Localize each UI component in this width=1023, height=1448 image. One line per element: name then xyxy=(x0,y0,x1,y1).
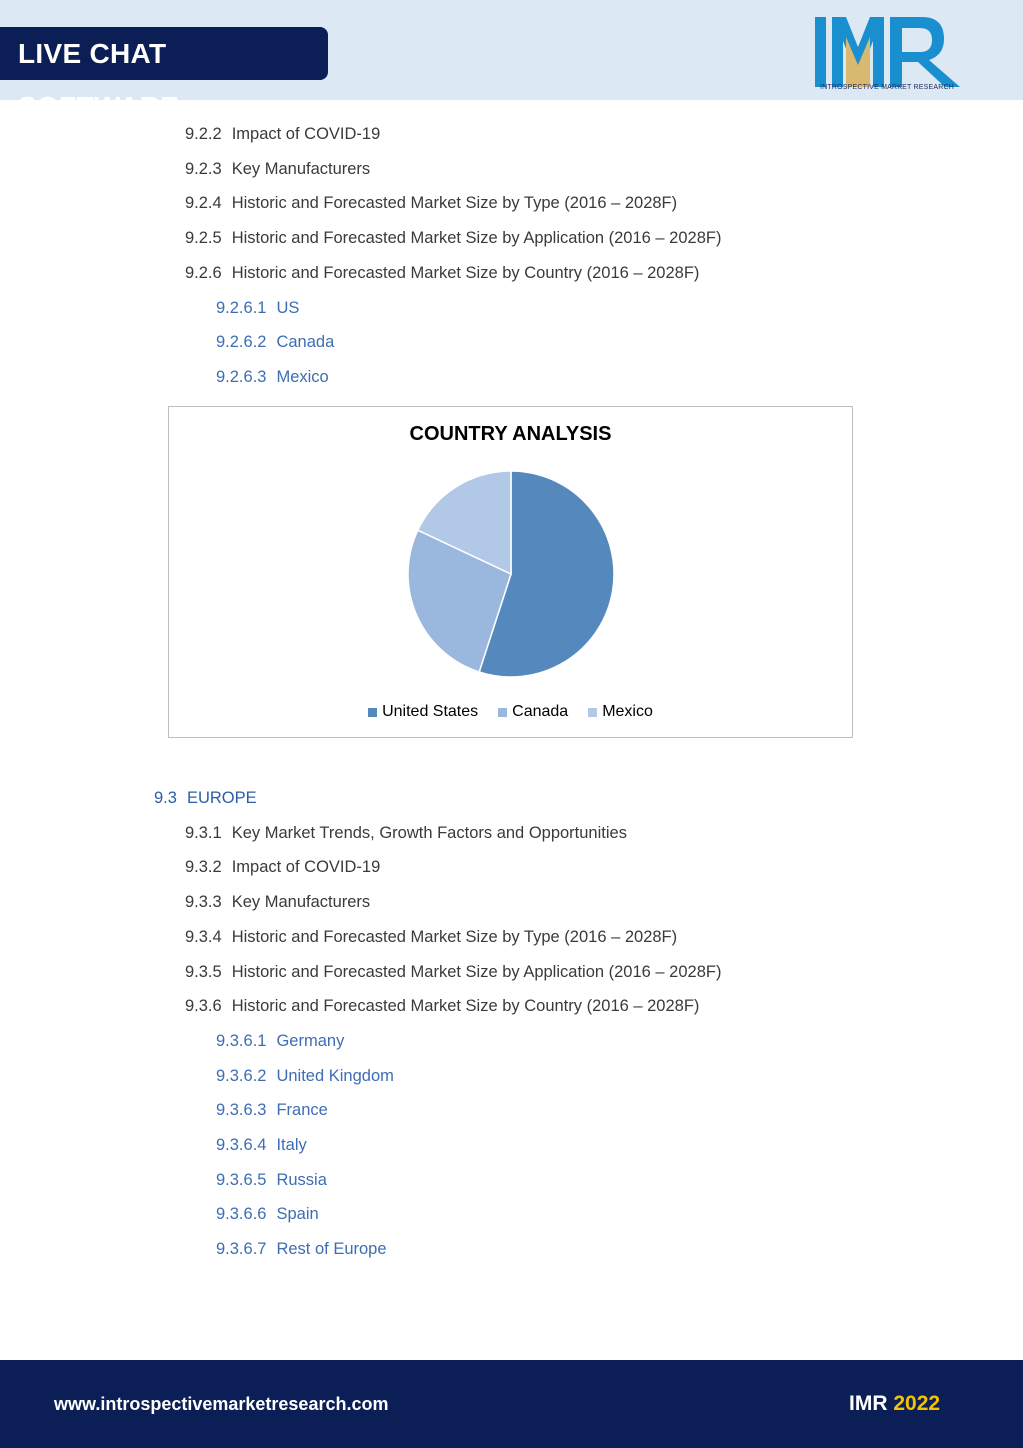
toc-item-label: Historic and Forecasted Market Size by Type (2016 – 2028F) xyxy=(231,927,678,946)
toc-item xyxy=(185,824,627,843)
page-header xyxy=(0,0,1023,122)
toc-item[interactable] xyxy=(216,1032,344,1051)
toc-item[interactable] xyxy=(216,1136,307,1155)
toc-item-label: US xyxy=(276,298,300,317)
report-title: LIVE CHAT SOFTWARE xyxy=(0,27,328,80)
toc-item-label: Historic and Forecasted Market Size by Application (2016 – 2028F) xyxy=(231,229,722,248)
toc-item-number: 9.3.6.4 xyxy=(216,1136,267,1154)
toc-item xyxy=(185,997,699,1016)
legend-swatch xyxy=(498,708,507,717)
toc-item-number: 9.2.6.1 xyxy=(216,298,267,317)
toc-item-number: 9.2.3 xyxy=(185,159,222,178)
toc-item-number: 9.3.6.1 xyxy=(216,1031,267,1050)
toc-item-label: Key Market Trends, Growth Factors and Opportunities xyxy=(231,823,627,842)
toc-item-label: Historic and Forecasted Market Size by Country (2016 – 2028F) xyxy=(231,263,700,282)
toc-item-label: Impact of COVID-19 xyxy=(231,125,381,143)
toc-item xyxy=(185,963,721,982)
toc-item xyxy=(185,160,370,179)
toc-item[interactable] xyxy=(216,1101,328,1120)
page-footer xyxy=(0,1360,1023,1448)
toc-item-label: France xyxy=(276,1101,328,1120)
toc-item-label: Canada xyxy=(276,333,335,352)
toc-item-label: Key Manufacturers xyxy=(231,893,371,912)
footer-website-link[interactable]: www.introspectivemarketresearch.com xyxy=(54,1394,389,1414)
toc-item-number: 9.3.5 xyxy=(185,962,222,981)
toc-item-label: Spain xyxy=(276,1205,319,1224)
toc-item[interactable] xyxy=(216,299,299,318)
legend-item xyxy=(498,703,568,721)
toc-item-number: 9.2.6.2 xyxy=(216,333,267,352)
toc-item-number: 9.3.2 xyxy=(185,858,222,877)
legend-swatch xyxy=(588,708,597,717)
toc-item-number: 9.3.6.2 xyxy=(216,1066,267,1085)
toc-item-label: Germany xyxy=(276,1031,345,1050)
toc-item-label: Historic and Forecasted Market Size by Type (2016 – 2028F) xyxy=(231,194,678,213)
imr-logo-icon xyxy=(812,10,962,94)
chart-legend xyxy=(169,703,852,721)
toc-item[interactable] xyxy=(154,789,257,808)
legend-label: Canada xyxy=(512,703,569,720)
toc-item xyxy=(185,194,677,213)
footer-brand: IMR xyxy=(849,1392,888,1415)
toc-item-number: 9.2.6.3 xyxy=(216,367,267,386)
toc-item-number: 9.2.2 xyxy=(185,125,222,143)
toc-item-number: 9.2.6 xyxy=(185,263,222,282)
toc-item-number: 9.2.4 xyxy=(185,194,222,213)
chart-title: COUNTRY ANALYSIS xyxy=(409,423,612,445)
legend-item xyxy=(368,703,478,721)
toc-item[interactable] xyxy=(216,1067,394,1086)
toc-item[interactable] xyxy=(216,1171,327,1190)
toc-item[interactable] xyxy=(216,1240,387,1259)
toc-item xyxy=(185,229,721,248)
toc-item-number: 9.3.6.6 xyxy=(216,1205,267,1224)
toc-item-label: Italy xyxy=(276,1136,307,1154)
toc-item-number: 9.3.6 xyxy=(185,997,222,1016)
country-analysis-chart xyxy=(168,406,853,738)
toc-item-label: Russia xyxy=(276,1170,327,1189)
footer-brand-year xyxy=(849,1392,940,1416)
pie-chart xyxy=(169,407,854,697)
toc-item-number: 9.3.6.7 xyxy=(216,1240,267,1259)
toc-item-number: 9.3 xyxy=(154,789,177,807)
footer-year: 2022 xyxy=(893,1392,941,1415)
toc-item-label: Historic and Forecasted Market Size by Country (2016 – 2028F) xyxy=(231,997,700,1016)
toc-item-label: EUROPE xyxy=(186,789,257,807)
toc-item[interactable] xyxy=(216,368,329,387)
legend-item xyxy=(588,703,653,721)
toc-item-number: 9.2.5 xyxy=(185,229,222,248)
toc-item-number: 9.3.4 xyxy=(185,927,222,946)
toc-item-number: 9.3.6.3 xyxy=(216,1101,267,1120)
toc-item[interactable] xyxy=(216,1205,319,1224)
toc-item-number: 9.3.1 xyxy=(185,823,222,842)
toc-item-label: Impact of COVID-19 xyxy=(231,858,381,877)
legend-label: Mexico xyxy=(602,703,653,720)
toc-item xyxy=(185,264,699,283)
legend-swatch xyxy=(368,708,377,717)
toc-item xyxy=(185,125,380,144)
toc-item-number: 9.3.6.5 xyxy=(216,1170,267,1189)
toc-item xyxy=(185,928,677,947)
toc-item-number: 9.3.3 xyxy=(185,893,222,912)
toc-item-label: Historic and Forecasted Market Size by Application (2016 – 2028F) xyxy=(231,962,722,981)
toc-item xyxy=(185,893,370,912)
toc-item-label: United Kingdom xyxy=(276,1066,394,1085)
toc-item-label: Rest of Europe xyxy=(276,1240,387,1259)
toc-item-label: Key Manufacturers xyxy=(231,159,371,178)
logo-caption: INTROSPECTIVE MARKET RESEARCH xyxy=(819,84,955,91)
toc-item xyxy=(185,858,380,877)
toc-item-label: Mexico xyxy=(276,367,329,386)
legend-label: United States xyxy=(382,703,479,720)
toc-item[interactable] xyxy=(216,333,334,352)
